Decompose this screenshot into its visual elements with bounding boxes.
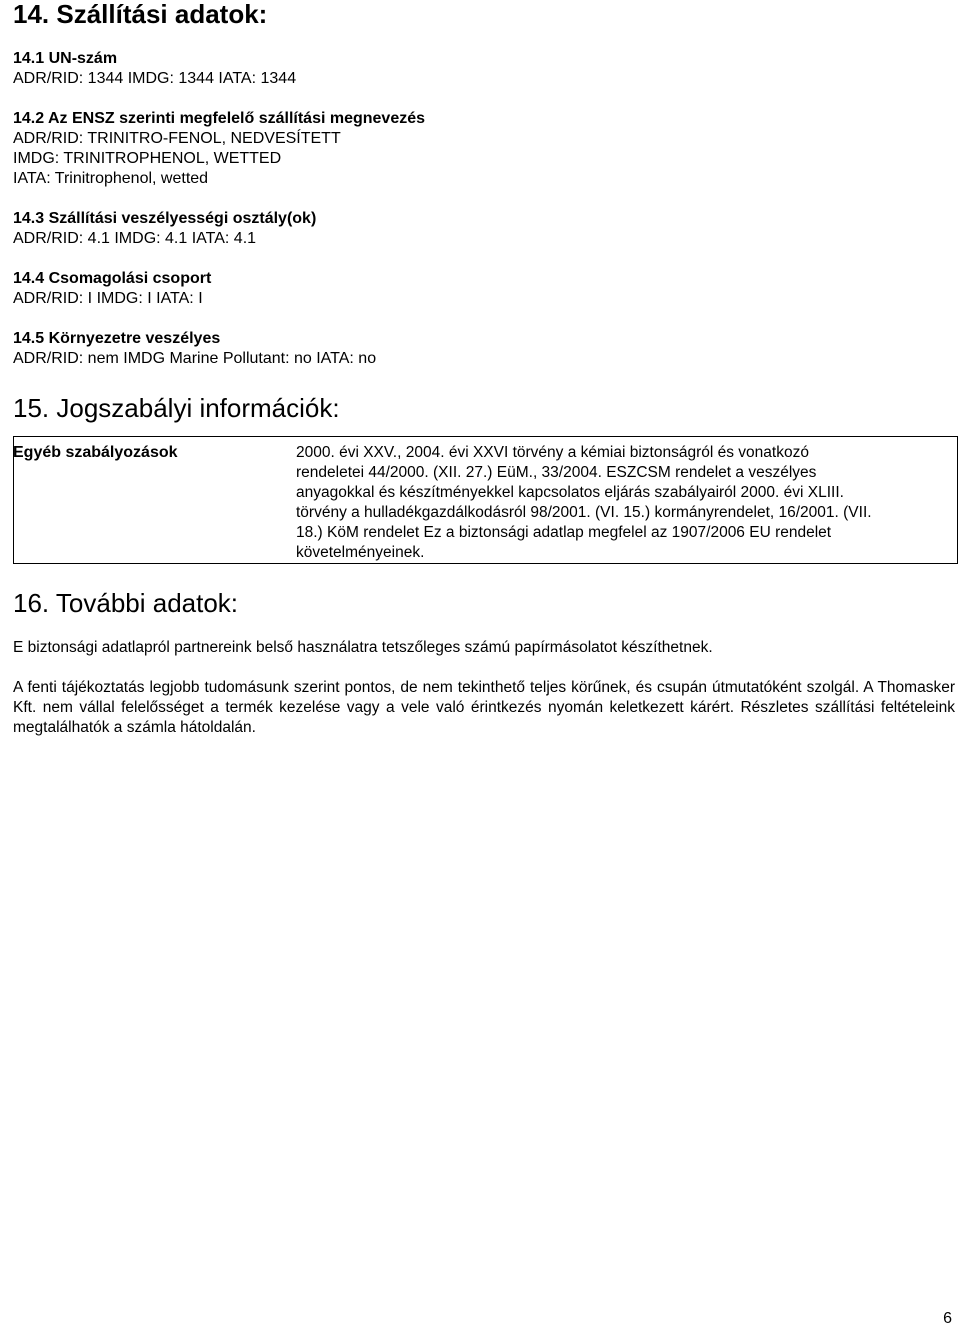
section-14-2-line: IATA: Trinitrophenol, wetted xyxy=(13,170,209,187)
section-14-1-line: ADR/RID: 1344 IMDG: 1344 IATA: 1344 xyxy=(13,70,297,87)
section-14-2-line: ADR/RID: TRINITRO-FENOL, NEDVESÍTETT xyxy=(13,130,341,147)
section-16-paragraph-1: E biztonsági adatlapról partnereink belső használatra tetszőleges számú papírmásolatot készíthetnek. xyxy=(13,639,713,656)
section-14-4-heading: 14.4 Csomagolási csoport xyxy=(13,270,212,287)
page-number: 6 xyxy=(943,1310,952,1327)
section-14-1 xyxy=(13,49,296,89)
section-16-title: 16. További adatok: xyxy=(13,588,239,618)
section-14-title: 14. Szállítási adatok: xyxy=(13,0,268,29)
regulations-line: követelményeinek. xyxy=(296,544,425,561)
section-16-paragraph-2: A fenti tájékoztatás legjobb tudomásunk szerint pontos, de nem tekinthető teljes körűnek, és csupán útmutatóként szolgál. A Thomasker Kft. nem vállal felelősséget a termék kezelése vagy a vele való érintkezés nyomán keletkezett kárért. Részletes szállítási feltételeink megtalálhatók a számla hátoldalán. xyxy=(13,679,955,736)
regulations-label: Egyéb szabályozások xyxy=(13,444,178,461)
regulations-line: 2000. évi XXV., 2004. évi XXVI törvény a kémiai biztonságról és vonatkozó xyxy=(296,444,809,461)
regulations-line: 18.) KöM rendelet Ez a biztonsági adatlap megfelel az 1907/2006 EU rendelet xyxy=(296,524,832,541)
section-14-5-heading: 14.5 Környezetre veszélyes xyxy=(13,330,221,347)
regulations-line: rendeletei 44/2000. (XII. 27.) EüM., 33/2004. ESZCSM rendelet a veszélyes xyxy=(296,464,817,481)
section-14-4-line: ADR/RID: I IMDG: I IATA: I xyxy=(13,290,203,307)
section-14-3 xyxy=(13,209,316,249)
regulations-line: anyagokkal és készítményekkel kapcsolatos eljárás szabályairól 2000. évi XLIII. xyxy=(296,484,844,501)
section-14-3-line: ADR/RID: 4.1 IMDG: 4.1 IATA: 4.1 xyxy=(13,230,257,247)
section-14-2-line: IMDG: TRINITROPHENOL, WETTED xyxy=(13,150,282,167)
section-14-2-heading: 14.2 Az ENSZ szerinti megfelelő szállítási megnevezés xyxy=(13,110,426,127)
regulations-line: törvény a hulladékgazdálkodásról 98/2001. (VI. 15.) kormányrendelet, 16/2001. (VII. xyxy=(296,504,872,521)
section-14-2 xyxy=(13,109,425,189)
section-14-1-heading: 14.1 UN-szám xyxy=(13,50,118,67)
section-14-5 xyxy=(13,329,376,369)
section-14-5-line: ADR/RID: nem IMDG Marine Pollutant: no IATA: no xyxy=(13,350,377,367)
section-14-3-heading: 14.3 Szállítási veszélyességi osztály(ok) xyxy=(13,210,317,227)
section-15-title: 15. Jogszabályi információk: xyxy=(13,393,340,423)
regulations-text xyxy=(296,443,946,563)
section-14-4 xyxy=(13,269,211,309)
